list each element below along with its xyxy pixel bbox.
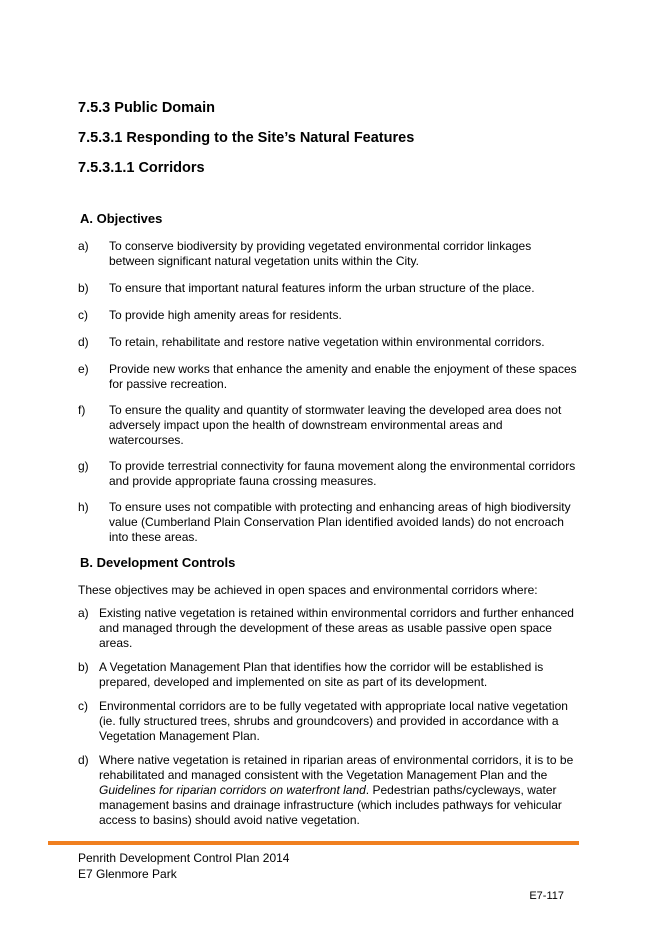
- objective-item-b: [78, 281, 578, 296]
- page-number: E7-117: [529, 890, 564, 902]
- objective-item-g: [78, 459, 578, 489]
- control-text: Existing native vegetation is retained within environmental corridors and further enhanced and managed through the development of these areas as usable passive open space areas.: [99, 606, 574, 650]
- section-heading-public-domain: 7.5.3 Public Domain: [78, 100, 215, 116]
- objective-label: h): [78, 500, 89, 514]
- footer-rule: [48, 841, 579, 845]
- objective-item-f: [78, 403, 578, 448]
- control-label: b): [78, 660, 89, 674]
- objective-text: To provide terrestrial connectivity for fauna movement along the environmental corridors and provide appropriate fauna crossing measures.: [109, 459, 576, 488]
- objective-text: To conserve biodiversity by providing vegetated environmental corridor linkages between significant natural vegetation units within the City.: [109, 239, 532, 268]
- control-item-d: [78, 753, 578, 828]
- objectives-title: A. Objectives: [80, 211, 163, 226]
- objective-label: e): [78, 362, 89, 376]
- development-controls-title: B. Development Controls: [80, 555, 236, 570]
- development-controls-intro: These objectives may be achieved in open spaces and environmental corridors where:: [78, 583, 538, 597]
- objective-label: a): [78, 239, 89, 253]
- objective-label: b): [78, 281, 89, 295]
- objective-label: f): [78, 403, 86, 417]
- control-label: d): [78, 753, 89, 767]
- objective-item-h: [78, 500, 578, 545]
- footer-document-title: Penrith Development Control Plan 2014: [78, 851, 290, 865]
- section-heading-natural-features: 7.5.3.1 Responding to the Site’s Natural Features: [78, 130, 415, 146]
- control-text-part: Where native vegetation is retained in riparian areas of environmental corridors, it is to be rehabilitated and managed consistent with the Vegetation Management Plan and the: [99, 753, 574, 782]
- footer-section-title: E7 Glenmore Park: [78, 867, 177, 881]
- control-text: [99, 753, 578, 828]
- guidelines-title: Guidelines for riparian corridors on waterfront land: [99, 783, 366, 797]
- control-text: A Vegetation Management Plan that identifies how the corridor will be established is prepared, developed and implemented on site as part of its development.: [99, 660, 544, 689]
- control-item-c: [78, 699, 578, 744]
- objective-item-c: [78, 308, 578, 323]
- section-heading-corridors: 7.5.3.1.1 Corridors: [78, 160, 205, 176]
- objective-label: c): [78, 308, 88, 322]
- control-item-b: [78, 660, 578, 690]
- objective-item-d: [78, 335, 578, 350]
- objective-label: g): [78, 459, 89, 473]
- objective-label: d): [78, 335, 89, 349]
- objective-text: To ensure that important natural features inform the urban structure of the place.: [109, 281, 535, 295]
- control-label: c): [78, 699, 88, 713]
- control-item-a: [78, 606, 578, 651]
- control-label: a): [78, 606, 89, 620]
- objective-item-a: [78, 239, 578, 269]
- objective-text: To retain, rehabilitate and restore native vegetation within environmental corridors.: [109, 335, 545, 349]
- objective-text: To ensure the quality and quantity of stormwater leaving the developed area does not adversely impact upon the health of downstream environmental areas and watercourses.: [109, 403, 562, 447]
- objective-text: Provide new works that enhance the amenity and enable the enjoyment of these spaces for passive recreation.: [109, 362, 577, 391]
- objective-text: To ensure uses not compatible with protecting and enhancing areas of high biodiversity value (Cumberland Plain Conservation Plan identified avoided lands) do not encroach into these areas.: [109, 500, 571, 544]
- control-text: Environmental corridors are to be fully vegetated with appropriate local native vegetation (ie. fully structured trees, shrubs and groundcovers) and provided in accordance with a Vegetation Management Plan.: [99, 699, 568, 743]
- control-text-part: . Pedestrian paths/cycleways, water management basins and drainage infrastructure (which includes pathways for vehicular access to basins) should avoid native vegetation.: [99, 783, 562, 827]
- objective-text: To provide high amenity areas for residents.: [109, 308, 342, 322]
- objective-item-e: [78, 362, 578, 392]
